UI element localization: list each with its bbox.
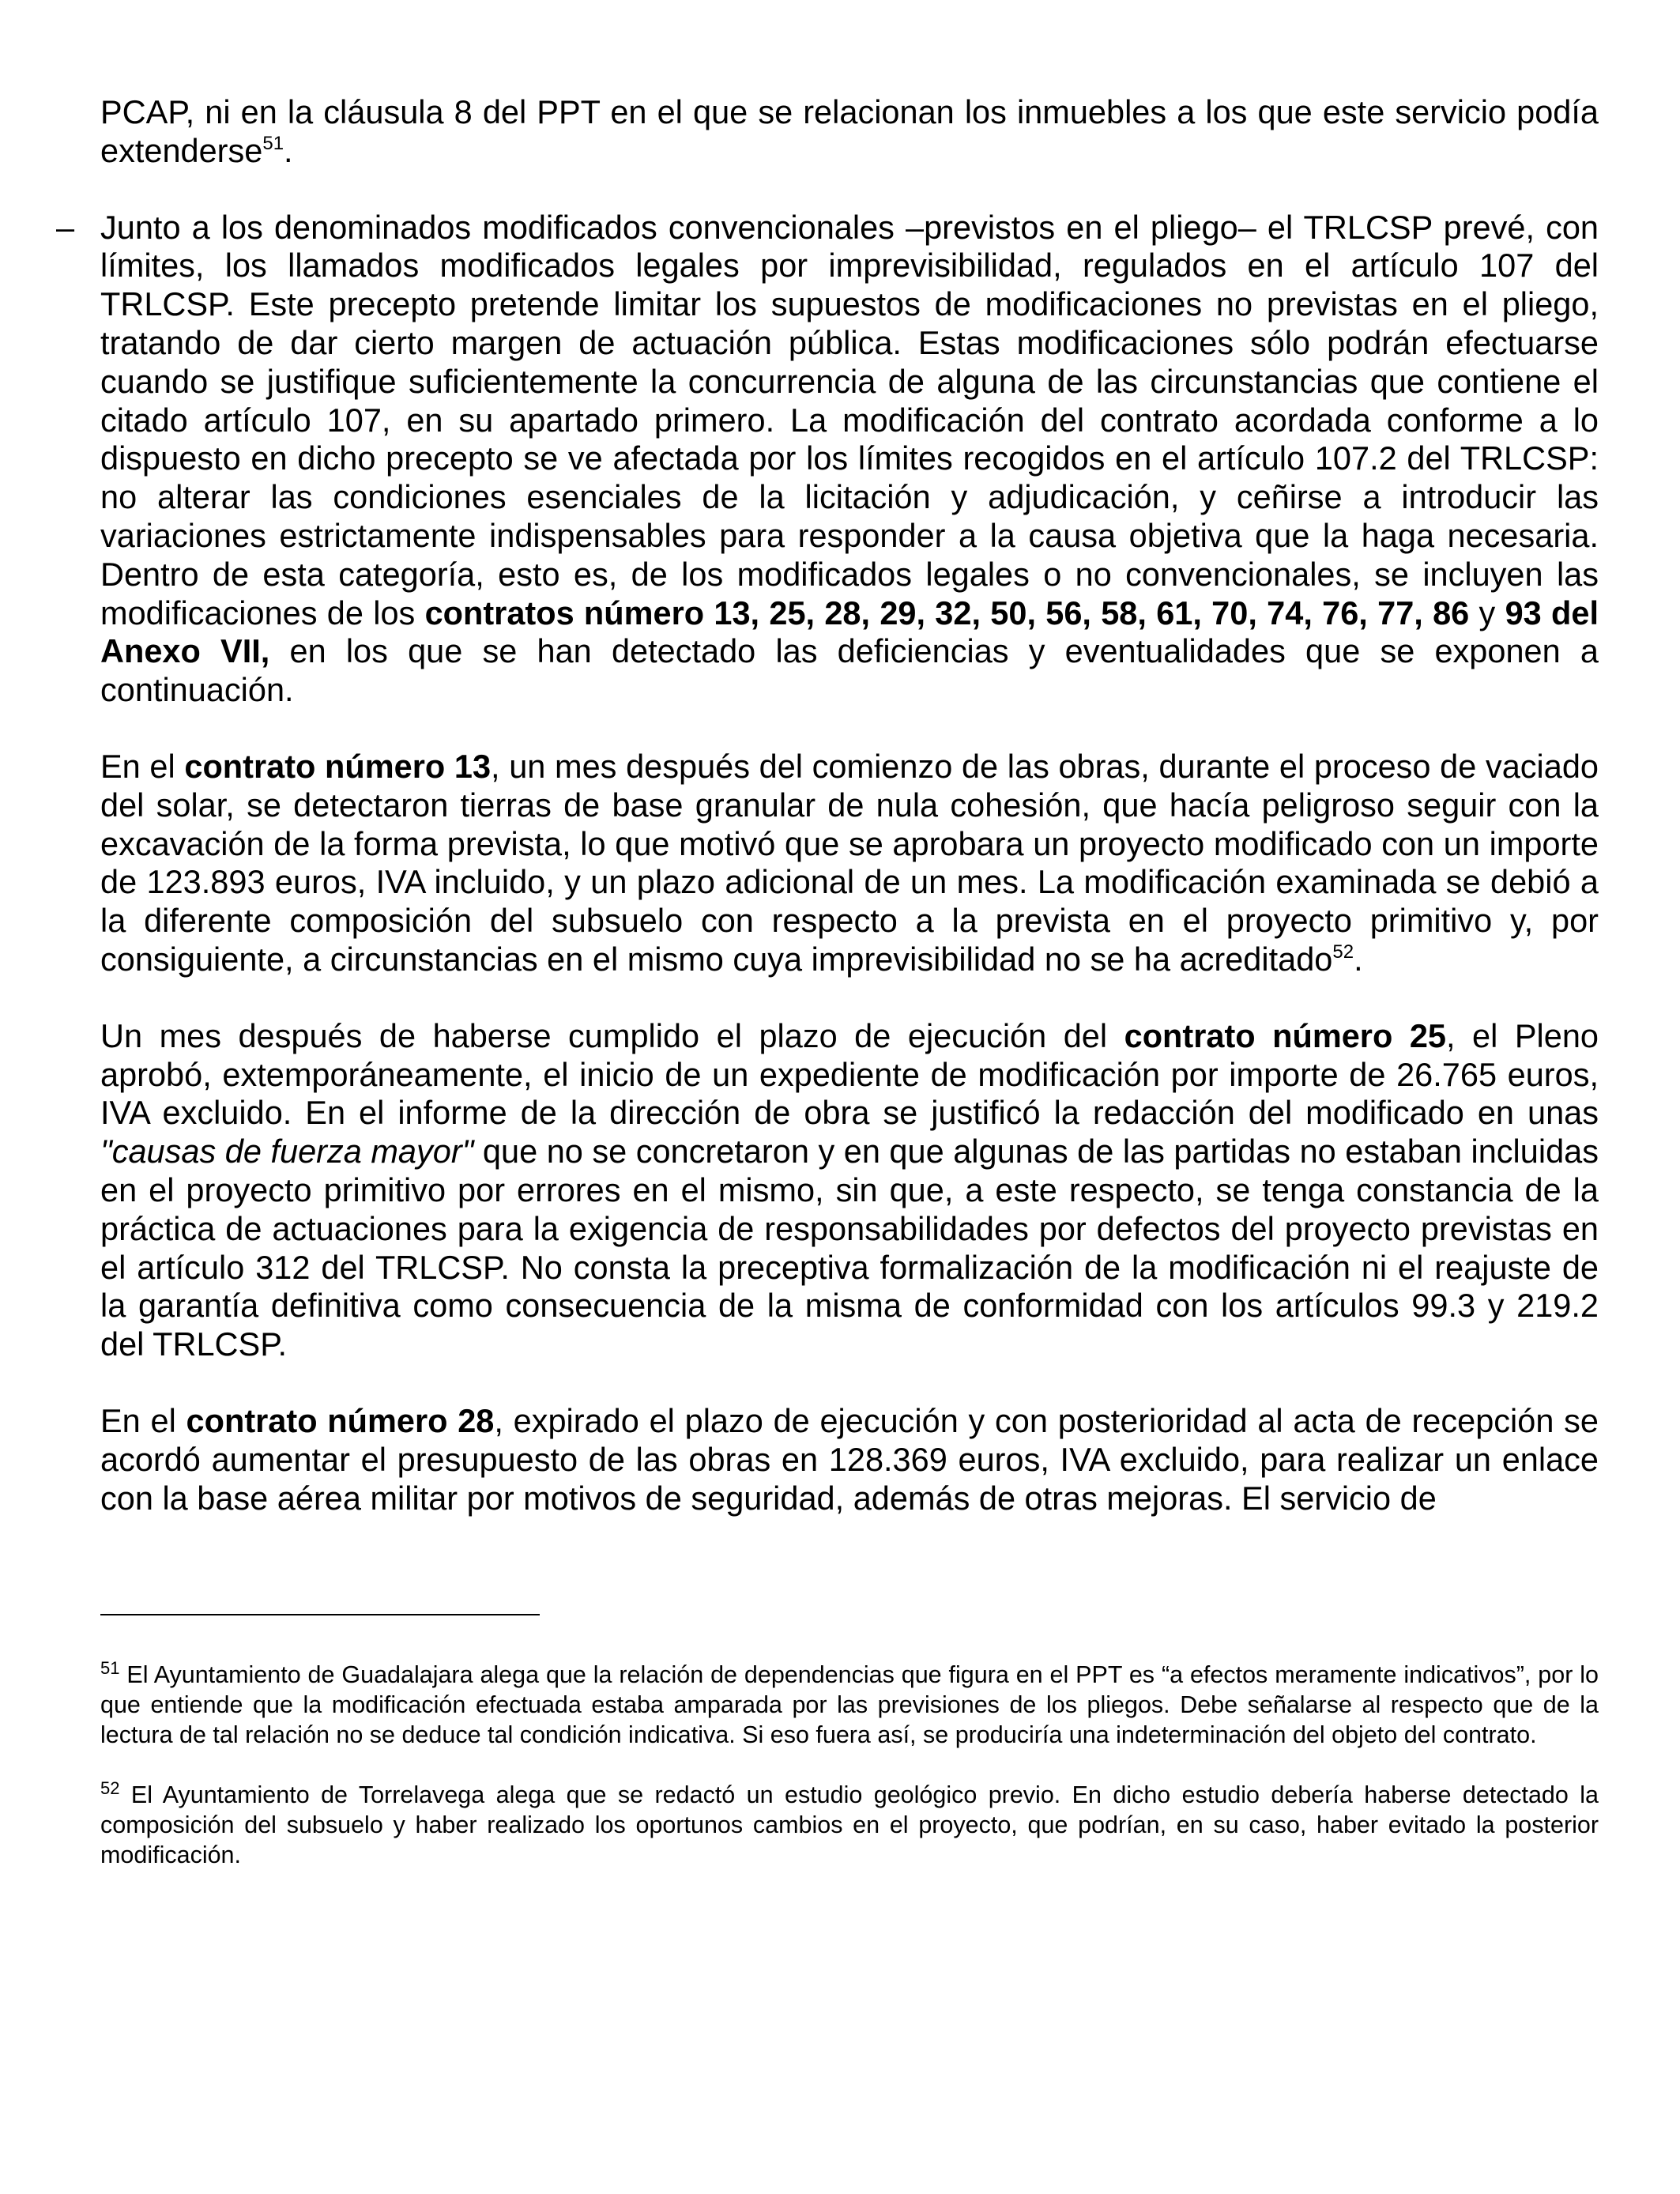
footnote-number: 52 — [100, 1778, 120, 1798]
contract-25-paragraph: Un mes después de haberse cumplido el plazo de ejecución del contrato número 25, el Pleno aprobó, extemporáneamente, el inicio de un expediente de modificación por importe de 26.765 euros, IVA excluido. En el informe de la dirección de obra se justificó la redacción del modificado en unas "causas de fuerza mayor" que no se concretaron y en que algunas de las partidas no estaban incluidas en el proyecto primitivo por errores en el mismo, sin que, a este respecto, se tenga constancia de la práctica de actuaciones para la exigencia de responsabilidades por defectos del proyecto previstas en el artículo 312 del TRLCSP. No consta la preceptiva formalización de la modificación ni el reajuste de la garantía definitiva como consecuencia de la misma de conformidad con los artículos 99.3 y 219.2 del TRLCSP. — [100, 1016, 1599, 1363]
contract-13-paragraph: En el contrato número 13, un mes después del comienzo de las obras, durante el proceso de vaciado del solar, se detectaron tierras de base granular de nula cohesión, que hacía peligroso seguir con la excavación de la forma prevista, lo que motivó que se aprobara un proyecto modificado con un importe de 123.893 euros, IVA incluido, y un plazo adicional de un mes. La modificación examinada se debió a la diferente composición del subsuelo con respecto a la prevista en el proyecto primitivo y, por consiguiente, a circunstancias en el mismo cuya imprevisibilidad no se ha acreditado$^{52}$. — [100, 747, 1599, 978]
contract-28-label: contrato número 28 — [186, 1401, 495, 1439]
document-body — [56, 93, 1599, 1517]
intro-paragraph: PCAP, ni en la cláusula 8 del PPT en el que se relacionan los inmuebles a los que este servicio podía extenderse$^{51}$. — [100, 93, 1599, 169]
contracts-list: contratos número 13, 25, 28, 29, 32, 50, 56, 58, 61, 70, 74, 76, 77, 86 — [424, 594, 1470, 631]
footnote-52: $^{52}$ El Ayuntamiento de Torrelavega alega que se redactó un estudio geológico previo. En dicho estudio debería haberse detectado la composición del subsuelo y haber realizado los oportunos cambios en el proyecto, que podrían, en su caso, haber evitado la posterior modificación. — [100, 1778, 1599, 1868]
footnote-51: $^{51}$ El Ayuntamiento de Guadalajara alega que la relación de dependencias que figura en el PPT es “a efectos meramente indicativos”, por lo que entiende que la modificación efectuada estaba amparada por las previsiones de los pliegos. Debe señalarse al respecto que de la lectura de tal relación no se deduce tal condición indicativa. Si eso fuera así, se produciría una indeterminación del objeto del contrato. — [100, 1658, 1599, 1748]
bullet-paragraph: Junto a los denominados modificados convencionales –previstos en el pliego– el TRLCSP prevé, con límites, los llamados modificados legales por imprevisibilidad, regulados en el artículo 107 del TRLCSP. Este precepto pretende limitar los supuestos de modificaciones no previstas en el pliego, tratando de dar cierto margen de actuación pública. Estas modificaciones sólo podrán efectuarse cuando se justifique suficientemente la concurrencia de alguna de las circunstancias que contiene el citado artículo 107, en su apartado primero. La modificación del contrato acordada conforme a lo dispuesto en dicho precepto se ve afectada por los límites recogidos en el artículo 107.2 del TRLCSP: no alterar las condiciones esenciales de la licitación y adjudicación, y ceñirse a introducir las variaciones estrictamente indispensables para responder a la causa objetiva que la haga necesaria. Dentro de esta categoría, esto es, de los modificados legales o no convencionales, se incluyen las modificaciones de los contratos número 13, 25, 28, 29, 32, 50, 56, 58, 61, 70, 74, 76, 77, 86 y 93 del Anexo VII, en los que se han detectado las deficiencias y eventualidades que se exponen a continuación. — [100, 208, 1599, 709]
dash-bullet: – — [56, 208, 75, 246]
footnote-separator — [100, 1614, 540, 1615]
contract-28-paragraph: En el contrato número 28, expirado el plazo de ejecución y con posterioridad al acta de recepción se acordó aumentar el presupuesto de las obras en 128.369 euros, IVA excluido, para realizar un enlace con la base aérea militar por motivos de seguridad, además de otras mejoras. El servicio de — [100, 1401, 1599, 1517]
footnote-number: 51 — [100, 1658, 120, 1678]
footnotes — [100, 1660, 1599, 1870]
footnote-ref-52[interactable]: 52 — [1332, 941, 1354, 963]
bullet-item — [56, 208, 1599, 710]
contract-13-label: contrato número 13 — [184, 747, 492, 785]
footnote-ref-51[interactable]: 51 — [262, 132, 284, 154]
contract-25-label: contrato número 25 — [1124, 1016, 1446, 1054]
annex-reference: 93 del Anexo VII, — [100, 594, 1599, 670]
force-majeure-quote: "causas de fuerza mayor" — [100, 1133, 474, 1171]
